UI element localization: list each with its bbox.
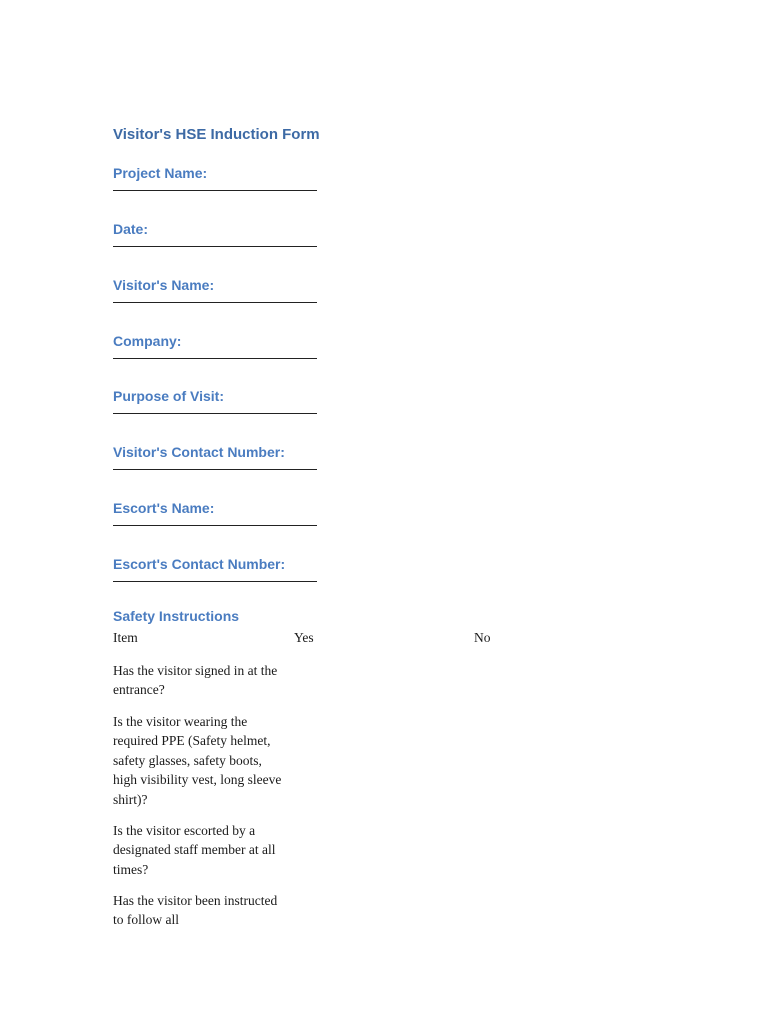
safety-question: Is the visitor wearing the required PPE (Safety helmet, safety glasses, safety boots, high visibility vest, long sleeve shirt)? <box>113 714 282 807</box>
form-title: Visitor's HSE Induction Form <box>113 126 320 143</box>
field-label: Purpose of Visit: <box>113 388 224 404</box>
fill-in-line[interactable] <box>113 302 317 303</box>
safety-question: Has the visitor been instructed to follow all <box>113 893 278 928</box>
field-label: Escort's Name: <box>113 500 215 516</box>
safety-question: Has the visitor signed in at the entrance? <box>113 663 278 698</box>
field-label: Company: <box>113 333 182 349</box>
column-header-no: No <box>474 630 491 645</box>
field-label: Visitor's Name: <box>113 277 215 293</box>
column-header-item: Item <box>113 630 138 645</box>
field-project-name <box>113 164 323 191</box>
field-label: Date: <box>113 221 149 237</box>
fill-in-line[interactable] <box>113 581 317 582</box>
section-heading-safety: Safety Instructions <box>113 608 240 624</box>
fill-in-line[interactable] <box>113 190 317 191</box>
field-company <box>113 332 323 359</box>
field-escort-name <box>113 499 323 526</box>
safety-question: Is the visitor escorted by a designated staff member at all times? <box>113 823 276 877</box>
field-visitor-name <box>113 276 323 303</box>
field-date <box>113 220 323 247</box>
fill-in-line[interactable] <box>113 358 317 359</box>
column-header-yes: Yes <box>294 630 314 645</box>
field-visitor-contact-number <box>113 443 323 470</box>
field-label: Project Name: <box>113 165 208 181</box>
fill-in-line[interactable] <box>113 246 317 247</box>
fill-in-line[interactable] <box>113 469 317 470</box>
fill-in-line[interactable] <box>113 525 317 526</box>
field-escort-contact-number <box>113 555 323 582</box>
fill-in-line[interactable] <box>113 413 317 414</box>
field-label: Visitor's Contact Number: <box>113 444 285 460</box>
field-purpose-of-visit <box>113 387 323 414</box>
field-label: Escort's Contact Number: <box>113 556 286 572</box>
